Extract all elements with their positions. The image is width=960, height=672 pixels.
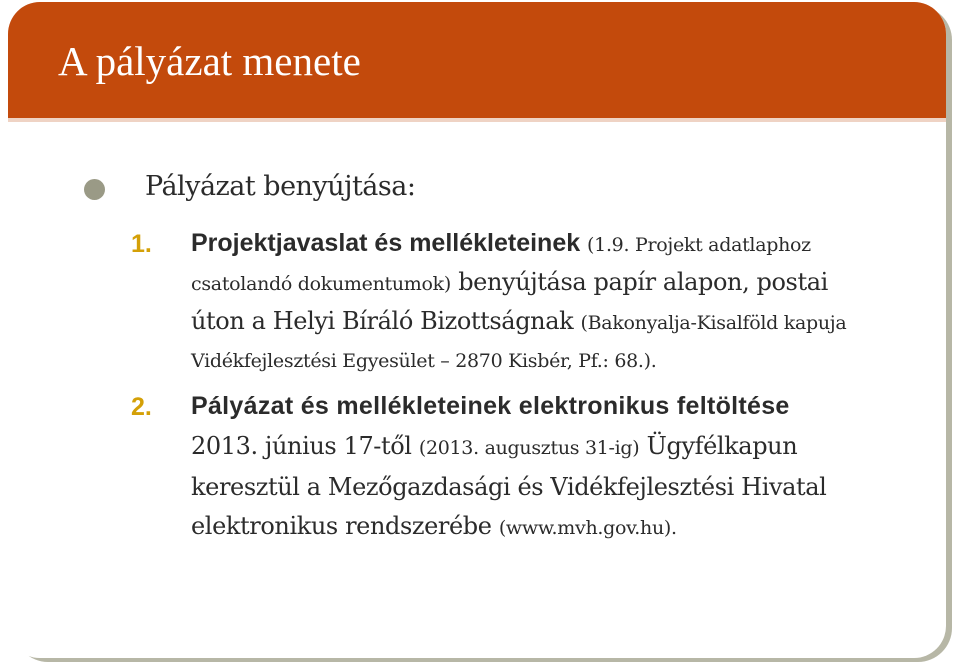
item-2-line-3: keresztül a Mezőgazdasági és Vidékfejlesztési Hivatal bbox=[191, 473, 827, 501]
item-1-ref: (1.9. Projekt adatlaphoz bbox=[587, 234, 811, 256]
item-1-heading: Projektjavaslat és mellékleteinek bbox=[191, 229, 581, 257]
item-1-address-start: (Bakonyalja-Kisalföld kapuja bbox=[580, 312, 847, 334]
item-1-line-2 bbox=[191, 268, 828, 296]
item-2-system: elektronikus rendszerébe bbox=[191, 512, 499, 540]
item-1-number: 1. bbox=[131, 230, 152, 258]
slide-title: A pályázat menete bbox=[58, 38, 361, 84]
item-1-docs: csatolandó dokumentumok) bbox=[191, 273, 451, 295]
bullet-icon bbox=[84, 179, 105, 200]
item-2-deadline: (2013. augusztus 31-ig) bbox=[418, 437, 640, 459]
item-2-heading: Pályázat és mellékleteinek elektronikus feltöltése bbox=[191, 392, 790, 420]
item-1-line-3 bbox=[191, 307, 846, 335]
title-bar-shadow bbox=[8, 118, 946, 122]
item-2-line-1 bbox=[191, 392, 790, 421]
item-2-portal: Ügyfélkapun bbox=[639, 432, 798, 460]
item-1-recipient: úton a Helyi Bíráló Bizottságnak bbox=[191, 307, 581, 335]
item-2-line-4 bbox=[191, 512, 677, 540]
item-1-submission: benyújtása papír alapon, postai bbox=[450, 268, 828, 296]
item-2-line-2 bbox=[191, 432, 797, 460]
item-2-date: 2013. június 17-től bbox=[191, 432, 419, 460]
item-2-number: 2. bbox=[131, 393, 152, 421]
bullet-text: Pályázat benyújtása: bbox=[145, 171, 416, 202]
item-2-url: (www.mvh.gov.hu). bbox=[498, 517, 677, 539]
item-1-line-4: Vidékfejlesztési Egyesület – 2870 Kisbér, Pf.: 68.). bbox=[191, 350, 657, 372]
item-1-line-1 bbox=[191, 229, 811, 258]
